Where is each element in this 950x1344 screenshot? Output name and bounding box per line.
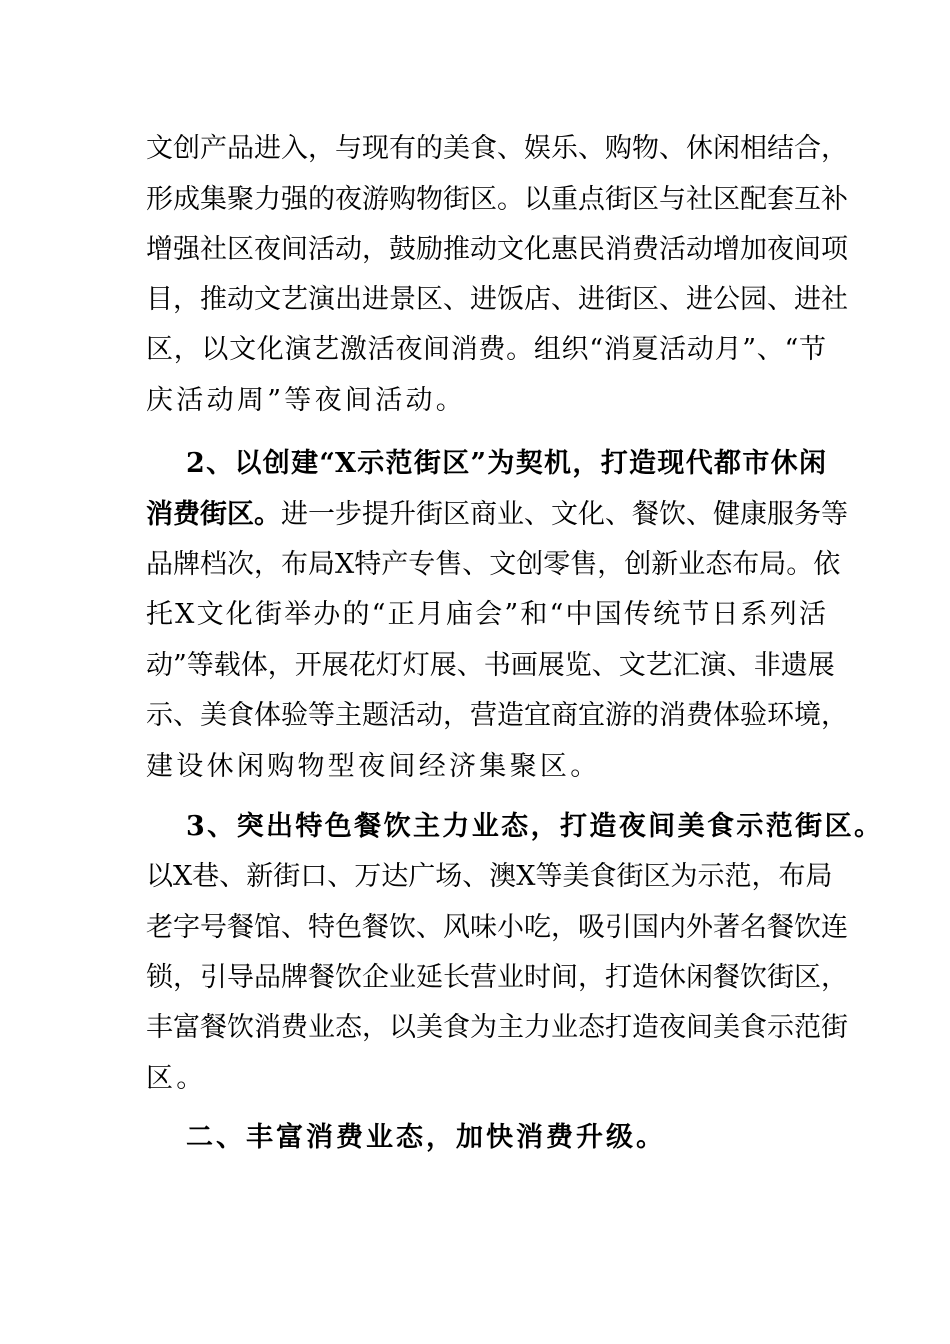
paragraph-3-line-6: 区。 (146, 1063, 207, 1094)
paragraph-1-line-5: 区，以文化演艺激活夜间消费。组织“消夏活动月”、“节 (146, 334, 826, 365)
paragraph-2-line-2 (146, 495, 848, 535)
paragraph-1-line-4: 目，推动文艺演出进景区、进饭店、进街区、进公园、进社 (146, 284, 848, 315)
paragraph-1-line-6: 庆活动周”等夜间活动。 (146, 385, 467, 416)
section-heading: 二、丰富消费业态，加快消费升级。 (186, 1122, 666, 1153)
paragraph-2-line-5: 动”等载体，开展花灯灯展、书画展览、文艺汇演、非遗展 (146, 650, 835, 681)
paragraph-2-line-3: 品牌档次，布局X特产专售、文创零售，创新业态布局。依 (146, 549, 841, 580)
paragraph-2-line-7: 建设休闲购物型夜间经济集聚区。 (146, 751, 601, 782)
paragraph-2-line-4: 托X文化街举办的“正月庙会”和“中国传统节日系列活 (146, 599, 826, 630)
paragraph-1-line-1: 文创产品进入，与现有的美食、娱乐、购物、休闲相结合， (146, 133, 848, 164)
paragraph-2-heading: 2、以创建“X示范街区”为契机，打造现代都市休闲 (186, 448, 826, 479)
paragraph-3-line-2: 以X巷、新街口、万达广场、澳X等美食街区为示范，布局 (146, 861, 833, 892)
paragraph-3-line-4: 锁，引导品牌餐饮企业延长营业时间，打造休闲餐饮街区， (146, 962, 848, 993)
paragraph-3-heading: 3、突出特色餐饮主力业态，打造夜间美食示范街区。 (186, 811, 884, 842)
paragraph-2-line-6: 示、美食体验等主题活动，营造宜商宜游的消费体验环境， (146, 700, 848, 731)
paragraph-1-line-3: 增强社区夜间活动，鼓励推动文化惠民消费活动增加夜间项 (146, 234, 848, 265)
paragraph-3-line-5: 丰富餐饮消费业态，以美食为主力业态打造夜间美食示范街 (146, 1012, 848, 1043)
paragraph-1-line-2: 形成集聚力强的夜游购物街区。以重点街区与社区配套互补 (146, 184, 848, 215)
paragraph-2-heading-tail: 消费街区。 (146, 499, 281, 530)
paragraph-2-line-2-rest: 进一步提升街区商业、文化、餐饮、健康服务等 (281, 499, 848, 530)
paragraph-3-line-3: 老字号餐馆、特色餐饮、风味小吃，吸引国内外著名餐饮连 (146, 912, 848, 943)
